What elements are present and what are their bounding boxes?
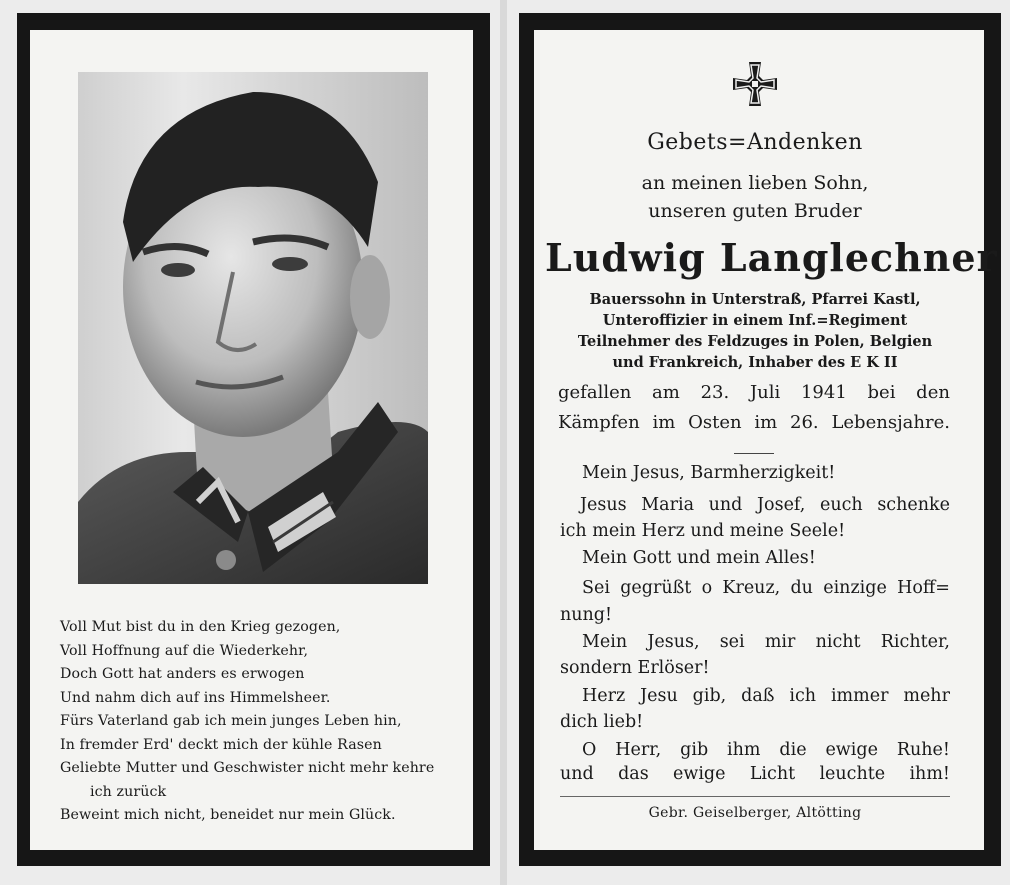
- word: Hoff=: [897, 578, 950, 598]
- prayer-line: sondern Erlöser!: [560, 658, 710, 678]
- word: Jesus: [580, 495, 627, 515]
- prayer-line: [582, 740, 950, 760]
- word: ewige: [673, 764, 726, 784]
- word: schenke: [877, 495, 950, 515]
- word: Osten: [688, 412, 742, 433]
- description-line: Teilnehmer des Feldzuges in Polen, Belgien: [577, 333, 933, 350]
- word: gib: [680, 740, 709, 760]
- word: sei: [719, 632, 745, 652]
- word: Jesus,: [647, 632, 700, 652]
- prayer-line: [582, 632, 950, 652]
- poem-line: Voll Mut bist du in den Krieg gezogen,: [60, 619, 341, 635]
- word: Lebensjahre.: [831, 412, 950, 433]
- word: Licht: [749, 764, 796, 784]
- prayer-line: [580, 495, 950, 515]
- printer-credit: Gebr. Geiselberger, Altötting: [648, 805, 862, 821]
- word: im: [754, 412, 778, 433]
- word: ihm!: [909, 764, 950, 784]
- prayer-line: nung!: [560, 605, 613, 625]
- prayer-line: Mein Jesus, Barmherzigkeit!: [582, 463, 836, 483]
- word: gefallen: [558, 382, 632, 403]
- word: und: [560, 764, 594, 784]
- divider: [734, 453, 774, 454]
- word: und: [708, 495, 743, 515]
- word: Ruhe!: [896, 740, 950, 760]
- dedication-line-1: an meinen lieben Sohn,: [641, 172, 869, 194]
- word: immer: [830, 686, 889, 706]
- word: am: [652, 382, 680, 403]
- word: 1941: [800, 382, 847, 403]
- fallen-place-line: [558, 412, 950, 433]
- word: im: [652, 412, 676, 433]
- poem-line: Doch Gott hat anders es erwogen: [60, 666, 305, 682]
- word: Mein: [582, 632, 628, 652]
- word: Kreuz,: [722, 578, 781, 598]
- word: O: [582, 740, 597, 760]
- word: 26.: [790, 412, 819, 433]
- prayer-line: [582, 578, 950, 598]
- word: das: [618, 764, 649, 784]
- deceased-name: Ludwig Langlechner: [545, 235, 998, 280]
- word: o: [701, 578, 713, 598]
- word: einzige: [823, 578, 887, 598]
- prayer-line: [582, 686, 950, 706]
- poem-line: Beweint mich nicht, beneidet nur mein Glück.: [60, 807, 396, 823]
- word: Jesu: [640, 686, 678, 706]
- description-line: Unteroffizier in einem Inf.=Regiment: [602, 312, 908, 329]
- fallen-date-line: [558, 382, 950, 403]
- prayer-line: Mein Gott und mein Alles!: [582, 548, 816, 568]
- divider: [560, 796, 950, 797]
- card-title: Gebets=Andenken: [647, 130, 863, 155]
- description-line: Bauerssohn in Unterstraß, Pfarrei Kastl,: [589, 291, 921, 308]
- word: 23.: [700, 382, 730, 403]
- word: Kämpfen: [558, 412, 640, 433]
- word: Richter,: [880, 632, 950, 652]
- poem-line: In fremder Erd' deckt mich der kühle Rasen: [60, 736, 382, 753]
- word: bei: [867, 382, 896, 403]
- soldier-portrait-photo: [78, 72, 428, 584]
- description-line: und Frankreich, Inhaber des E K II: [612, 354, 898, 371]
- prayer-line: dich lieb!: [560, 712, 644, 732]
- word: du: [790, 578, 813, 598]
- word: daß: [741, 686, 775, 706]
- iron-cross-icon: [731, 60, 779, 108]
- memorial-poem: [60, 616, 460, 828]
- dedication-line-2: unseren guten Bruder: [648, 200, 862, 222]
- word: ihm: [727, 740, 761, 760]
- word: mir: [764, 632, 796, 652]
- poem-line: ich zurück: [90, 783, 167, 800]
- word: die: [779, 740, 807, 760]
- word: nicht: [815, 632, 861, 652]
- word: Sei: [582, 578, 610, 598]
- prayer-line: ich mein Herz und meine Seele!: [560, 521, 846, 541]
- poem-line: Und nahm dich auf ins Himmelsheer.: [60, 689, 331, 706]
- word: ich: [789, 686, 817, 706]
- prayer-line: [560, 764, 950, 784]
- word: gegrüßt: [620, 578, 692, 598]
- word: den: [916, 382, 950, 403]
- word: Herr,: [615, 740, 662, 760]
- poem-line: Voll Hoffnung auf die Wiederkehr,: [60, 642, 309, 659]
- word: mehr: [903, 686, 950, 706]
- word: leuchte: [819, 764, 886, 784]
- word: Josef,: [757, 495, 806, 515]
- word: Juli: [749, 382, 781, 403]
- word: Maria: [641, 495, 694, 515]
- word: gib,: [692, 686, 727, 706]
- word: Herz: [582, 686, 626, 706]
- poem-line: Geliebte Mutter und Geschwister nicht mehr kehre: [60, 760, 435, 776]
- poem-line: Fürs Vaterland gab ich mein junges Leben hin,: [60, 713, 402, 729]
- word: ewige: [825, 740, 878, 760]
- word: euch: [819, 495, 863, 515]
